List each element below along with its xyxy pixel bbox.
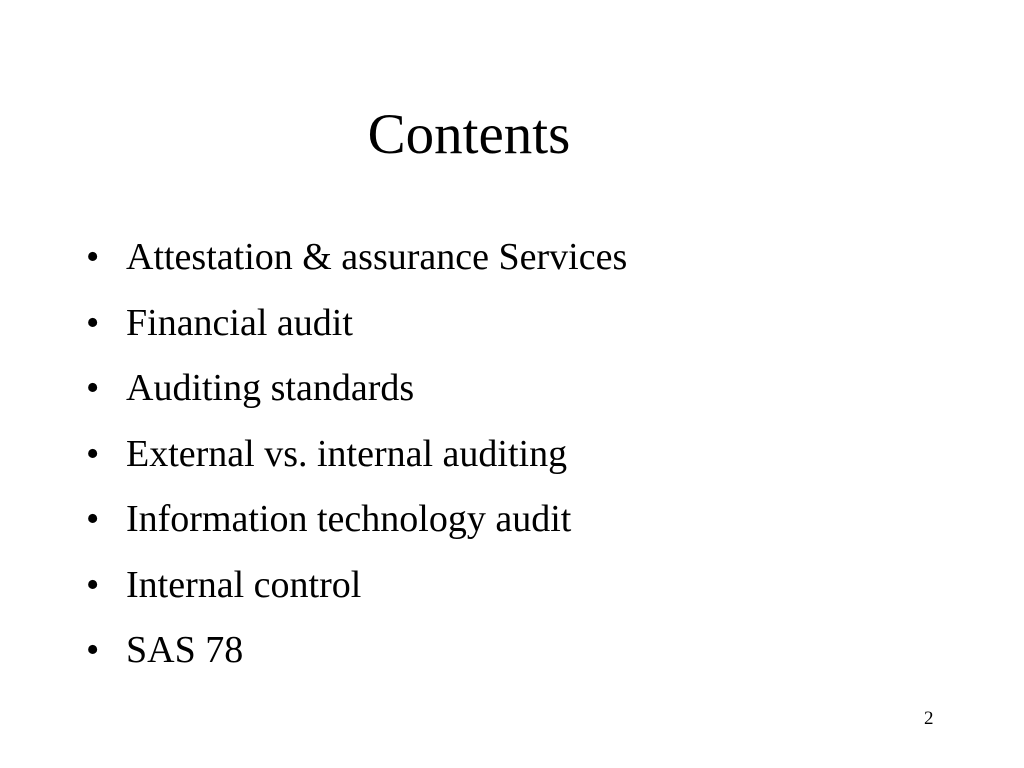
slide-title: Contents xyxy=(367,103,571,166)
list-item-label: Auditing standards xyxy=(126,367,415,409)
list-item xyxy=(86,556,627,622)
list-item xyxy=(86,228,627,294)
list-item-label: Internal control xyxy=(126,563,362,606)
list-item xyxy=(86,294,627,360)
list-item xyxy=(86,425,627,491)
bullet-icon: • xyxy=(86,301,100,344)
list-item-label: SAS 78 xyxy=(126,629,244,671)
list-item xyxy=(86,490,627,556)
list-item xyxy=(86,359,627,425)
list-item xyxy=(86,621,627,687)
bullet-icon: • xyxy=(86,498,100,540)
bullet-icon: • xyxy=(86,236,100,278)
page-number: 2 xyxy=(924,708,934,729)
list-item-label: Information technology audit xyxy=(126,498,572,540)
bullet-icon: • xyxy=(86,367,100,409)
bullet-icon: • xyxy=(86,629,100,671)
list-item-label: Financial audit xyxy=(126,301,353,344)
bullet-icon: • xyxy=(86,563,100,606)
list-item-label: Attestation & assurance Services xyxy=(126,236,628,278)
bullet-icon: • xyxy=(86,432,100,475)
list-item-label: External vs. internal auditing xyxy=(126,432,568,475)
bullet-list xyxy=(86,228,627,687)
